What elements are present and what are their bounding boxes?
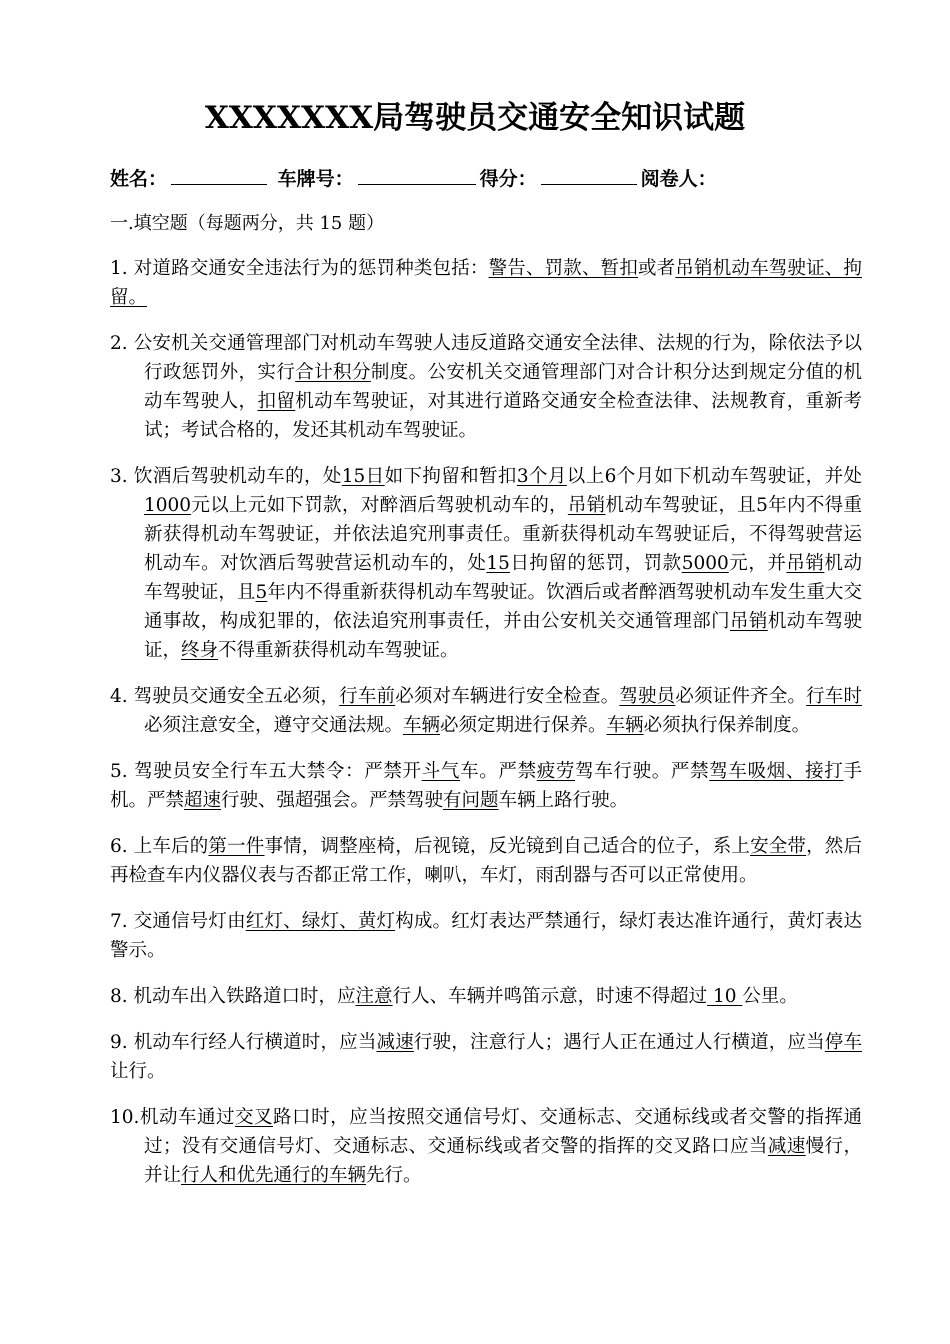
answer-text: 终身: [181, 640, 219, 661]
question-item: [110, 907, 862, 965]
question-text: 车辆上路行驶。: [498, 790, 629, 811]
question-text: 9. 机动车行经人行横道时，应当: [110, 1032, 377, 1053]
answer-text: 有问题: [443, 790, 499, 811]
question-text: 必须定期进行保养。: [440, 715, 607, 736]
plate-label: 车牌号：: [277, 168, 354, 190]
question-text: 日拘留的惩罚，罚款: [509, 553, 682, 574]
question-text: 让行。: [110, 1061, 166, 1082]
question-text: 5. 驾驶员安全行车五大禁令：严禁开: [110, 761, 422, 782]
answer-text: 超速: [184, 790, 222, 811]
section-heading: 一.填空题（每题两分，共 15 题）: [110, 213, 385, 234]
answer-text: 15: [486, 553, 510, 574]
question-text: 元，并: [728, 553, 787, 574]
answer-text: 吊销: [730, 611, 768, 632]
question-item: [110, 982, 862, 1011]
question-text: 3. 饮酒后驾驶机动车的，处: [110, 466, 342, 487]
question-text: 1. 对道路交通安全违法行为的惩罚种类包括：: [110, 258, 489, 279]
question-text: 必须证件齐全。: [675, 686, 807, 707]
answer-text: 车辆: [606, 715, 644, 736]
answer-text: 扣留: [257, 391, 296, 412]
question-text: 10.机动车通过: [110, 1107, 236, 1128]
question-item: [110, 329, 862, 445]
answer-text: 警告、罚款、暂扣: [488, 258, 638, 279]
answer-text: 驾驶员: [619, 686, 676, 707]
question-item: [110, 832, 862, 890]
question-text: 制度。公安机关交通管理部门对合计积分达到规定分值的机动车驾驶人，: [144, 362, 862, 412]
question-text: 行人、车辆并鸣笛示意，时速不得超过: [392, 986, 708, 1007]
answer-text: 减速: [767, 1136, 806, 1157]
answer-text: 15日: [341, 466, 385, 487]
answer-text: 减速: [376, 1032, 414, 1053]
question-text: 6. 上车后的: [110, 836, 209, 857]
answer-text: 驾车吸烟、接打: [709, 761, 844, 782]
answer-text: 第一件: [208, 836, 265, 857]
name-blank[interactable]: [171, 164, 267, 185]
question-list: [110, 254, 862, 1207]
question-text: 行驶，注意行人；遇行人正在通过人行横道，应当: [413, 1032, 825, 1053]
question-text: 事情，调整座椅，后视镜，反光镜到自己适合的位子，系上: [264, 836, 751, 857]
question-item: [110, 1028, 862, 1086]
examinee-info-row: [110, 164, 717, 194]
question-text: 机动车驾驶证，且: [144, 553, 862, 603]
answer-text: 吊销: [786, 553, 825, 574]
question-text: 必须注意安全，遵守交通法规。: [144, 715, 404, 736]
answer-text: 5: [255, 582, 268, 603]
answer-text: 注意: [355, 986, 393, 1007]
question-text: 手机。严禁: [110, 761, 862, 811]
question-text: 机动车驾驶证，: [144, 611, 862, 661]
answer-text: 吊销: [567, 495, 606, 516]
question-item: [110, 254, 862, 312]
answer-text: 交叉: [235, 1107, 274, 1128]
question-text: 必须执行保养制度。: [643, 715, 811, 736]
question-text: 先行。: [366, 1165, 422, 1186]
question-text: 4. 驾驶员交通安全五必须，: [110, 686, 340, 707]
answer-text: 5000: [681, 553, 729, 574]
answer-text: 行车时: [806, 686, 862, 707]
score-blank[interactable]: [541, 164, 637, 185]
answer-text: 红灯、绿灯、黄灯: [245, 911, 396, 932]
question-text: 不得重新获得机动车驾驶证。: [218, 640, 459, 661]
answer-text: 吊销机动车驾驶证、拘留。: [110, 258, 862, 308]
answer-text: 合计积分: [295, 362, 371, 383]
question-text: 7. 交通信号灯由: [110, 911, 246, 932]
answer-text: 安全带: [750, 836, 807, 857]
question-item: [110, 682, 862, 740]
question-text: ，然后再检查车内仪器仪表与否都正常工作，喇叭，车灯，雨刮器与否可以正常使用。: [110, 836, 862, 886]
plate-blank[interactable]: [358, 164, 476, 185]
question-text: 8. 机动车出入铁路道口时，应: [110, 986, 356, 1007]
answer-text: 3个月: [516, 466, 567, 487]
question-text: 机动车驾驶证，对其进行道路交通安全检查法律、法规教育，重新考试；考试合格的，发还其机动车驾驶证。: [144, 391, 862, 441]
question-text: 2. 公安机关交通管理部门对机动车驾驶人违反道路交通安全法律、法规的行为，除依法予以行政惩罚外，实行: [110, 333, 862, 383]
question-item: [110, 462, 862, 665]
question-text: 行驶、强超强会。严禁驾驶: [221, 790, 444, 811]
reviewer-label: 阅卷人：: [640, 168, 717, 190]
question-text: 驾车行驶。严禁: [575, 761, 710, 782]
answer-text: 行人和优先通行的车辆: [181, 1165, 367, 1186]
answer-text: 行车前: [339, 686, 396, 707]
name-label: 姓名：: [110, 168, 168, 190]
question-text: 构成。红灯表达严禁通行，绿灯表达准许通行，黄灯表达警示。: [110, 911, 862, 961]
answer-text: 疲劳: [536, 761, 576, 782]
question-text: 元以上元如下罚款，对醉酒后驾驶机动车的，: [191, 495, 568, 516]
score-label: 得分：: [479, 168, 537, 190]
question-text: 公里。: [742, 986, 798, 1007]
question-text: 路口时，应当按照交通信号灯、交通标志、交通标线或者交警的指挥通过；没有交通信号灯、交通标志、交通标线或者交警的指挥的交叉路口应当: [144, 1107, 862, 1157]
question-text: 如下拘留和暂扣: [384, 466, 517, 487]
question-text: 慢行，并让: [144, 1136, 862, 1186]
answer-text: 车辆: [403, 715, 441, 736]
page-title: XXXXXXX局驾驶员交通安全知识试题: [204, 100, 746, 136]
question-text: 必须对车辆进行安全检查。: [395, 686, 620, 707]
question-text: 车。严禁: [460, 761, 537, 782]
question-text: 机动车驾驶证，且5年内不得重新获得机动车驾驶证，并依法追究刑事责任。重新获得机动车驾驶证后，不得驾驶营运机动车。对饮酒后驾驶营运机动车的，处: [144, 495, 862, 574]
answer-text: 停车: [824, 1032, 862, 1053]
question-text: 或者: [638, 258, 676, 279]
answer-text: 10: [707, 986, 743, 1007]
question-text: 年内不得重新获得机动车驾驶证。饮酒后或者醉酒驾驶机动车发生重大交通事故，构成犯罪的，依法追究刑事责任，并由公安机关交通管理部门: [144, 582, 862, 632]
answer-text: 斗气: [421, 761, 461, 782]
question-item: [110, 1103, 862, 1190]
question-item: [110, 757, 862, 815]
question-text: 以上6个月如下机动车驾驶证，并处: [566, 466, 862, 487]
answer-text: 1000: [144, 495, 192, 516]
